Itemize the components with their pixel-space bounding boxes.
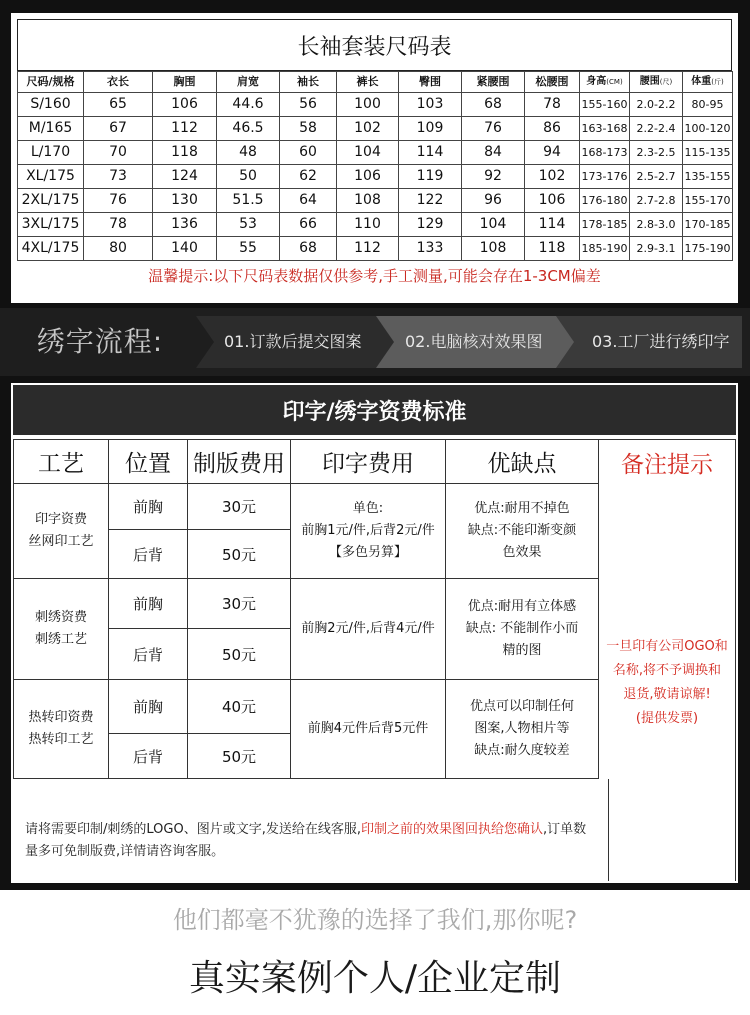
craft-screen-print: 印字资费 丝网印工艺 (13, 484, 109, 579)
fee-standard-title: 印字/绣字资费标准 (13, 385, 736, 435)
fee-notes: 一旦印有公司OGO和 名称,将不予调换和 退货,敬请谅解! (提供发票) (599, 484, 736, 881)
size-cell: S/160 (18, 93, 84, 117)
size-cell: 112 (153, 117, 217, 141)
step-3-arrow (556, 316, 574, 368)
plate-fee: 30元 (188, 484, 291, 530)
size-cell: 53 (217, 213, 280, 237)
size-cell: 176-180 (580, 189, 630, 213)
size-row (18, 141, 733, 165)
size-cell: 92 (462, 165, 525, 189)
size-cell: 118 (153, 141, 217, 165)
size-cell: 106 (525, 189, 580, 213)
size-cell: M/165 (18, 117, 84, 141)
size-cell: L/170 (18, 141, 84, 165)
print-fee-heat-transfer: 前胸4元件后背5元件 (291, 680, 446, 779)
size-cell: 62 (280, 165, 337, 189)
size-cell: 55 (217, 237, 280, 261)
process-step-1: 01.订款后提交图案 (224, 332, 362, 351)
size-cell: 118 (525, 237, 580, 261)
size-cell: 103 (399, 93, 462, 117)
fee-standard-section (0, 376, 750, 890)
fee-bottom-instructions: 请将需要印制/刺绣的LOGO、图片或文字,发送给在线客服,印制之前的效果图回执给您确认,订单数量多可免制版费,详情请咨询客服。 (13, 779, 609, 881)
header-cell: 尺码/规格 (18, 72, 84, 93)
fee-header-craft: 工艺 (13, 439, 109, 484)
fee-header-pros-cons: 优缺点 (446, 439, 599, 484)
fee-header-print-fee: 印字费用 (291, 439, 446, 484)
craft-embroidery: 刺绣资费 刺绣工艺 (13, 579, 109, 680)
fee-standard-panel (11, 383, 738, 883)
size-cell: 133 (399, 237, 462, 261)
fee-header-notes: 备注提示 (599, 439, 736, 484)
size-row (18, 93, 733, 117)
process-step-3: 03.工厂进行绣印字 (592, 332, 730, 351)
size-cell: 108 (337, 189, 399, 213)
size-cell: 110 (337, 213, 399, 237)
size-cell: 122 (399, 189, 462, 213)
position-front: 前胸 (109, 680, 188, 734)
craft-heat-transfer: 热转印资费 热转印工艺 (13, 680, 109, 779)
size-chart-title: 长袖套装尺码表 (17, 19, 732, 71)
size-cell: 60 (280, 141, 337, 165)
size-cell: 65 (84, 93, 153, 117)
size-chart-header-row (18, 72, 733, 93)
size-cell: 102 (525, 165, 580, 189)
size-cell: 48 (217, 141, 280, 165)
size-row (18, 189, 733, 213)
process-step-2: 02.电脑核对效果图 (405, 332, 543, 351)
size-cell: 124 (153, 165, 217, 189)
size-cell: 155-170 (683, 189, 733, 213)
header-cell: 肩宽 (217, 72, 280, 93)
size-cell: 136 (153, 213, 217, 237)
size-cell: 2.7-2.8 (630, 189, 683, 213)
size-cell: 80 (84, 237, 153, 261)
header-cell: 衣长 (84, 72, 153, 93)
size-cell: 78 (84, 213, 153, 237)
tagline-headline: 真实案例个人/企业定制 (188, 958, 562, 999)
plate-fee: 40元 (188, 680, 291, 734)
size-cell: 135-155 (683, 165, 733, 189)
size-cell: 173-176 (580, 165, 630, 189)
size-cell: 96 (462, 189, 525, 213)
step-2-arrow (376, 316, 394, 368)
header-cell: 胸围 (153, 72, 217, 93)
size-cell: 185-190 (580, 237, 630, 261)
size-cell: 2.2-2.4 (630, 117, 683, 141)
size-cell: XL/175 (18, 165, 84, 189)
header-cell-weight: 体重(斤) (683, 72, 733, 93)
size-cell: 44.6 (217, 93, 280, 117)
size-cell: 106 (153, 93, 217, 117)
size-cell: 76 (462, 117, 525, 141)
size-chart-panel (11, 13, 738, 303)
header-cell: 紧腰围 (462, 72, 525, 93)
size-cell: 102 (337, 117, 399, 141)
header-cell: 袖长 (280, 72, 337, 93)
size-cell: 51.5 (217, 189, 280, 213)
size-cell: 140 (153, 237, 217, 261)
fee-header-plate-fee: 制版费用 (188, 439, 291, 484)
plate-fee: 30元 (188, 579, 291, 629)
position-front: 前胸 (109, 579, 188, 629)
print-fee-screen-print: 单色: 前胸1元/件,后背2元/件 【多色另算】 (291, 484, 446, 579)
size-cell: 70 (84, 141, 153, 165)
plate-fee: 50元 (188, 629, 291, 680)
size-cell: 119 (399, 165, 462, 189)
size-cell: 168-173 (580, 141, 630, 165)
size-cell: 109 (399, 117, 462, 141)
size-cell: 2.8-3.0 (630, 213, 683, 237)
size-cell: 100 (337, 93, 399, 117)
size-cell: 155-160 (580, 93, 630, 117)
plate-fee: 50元 (188, 734, 291, 779)
size-row (18, 213, 733, 237)
size-cell: 66 (280, 213, 337, 237)
size-cell: 170-185 (683, 213, 733, 237)
position-back: 后背 (109, 530, 188, 579)
fee-header-position: 位置 (109, 439, 188, 484)
size-cell: 108 (462, 237, 525, 261)
size-chart-section (0, 0, 750, 308)
size-cell: 64 (280, 189, 337, 213)
size-cell: 67 (84, 117, 153, 141)
size-cell: 2.3-2.5 (630, 141, 683, 165)
size-cell: 112 (337, 237, 399, 261)
size-cell: 129 (399, 213, 462, 237)
print-fee-embroidery: 前胸2元/件,后背4元/件 (291, 579, 446, 680)
position-front: 前胸 (109, 484, 188, 530)
header-cell: 臀围 (399, 72, 462, 93)
tagline-question: 他们都毫不犹豫的选择了我们,那你呢? (172, 906, 578, 934)
header-cell: 松腰围 (525, 72, 580, 93)
size-cell: 178-185 (580, 213, 630, 237)
size-cell: 163-168 (580, 117, 630, 141)
size-cell: 104 (337, 141, 399, 165)
size-cell: 46.5 (217, 117, 280, 141)
embroidery-process-banner (0, 308, 750, 376)
size-cell: 2.5-2.7 (630, 165, 683, 189)
size-cell: 3XL/175 (18, 213, 84, 237)
size-cell: 56 (280, 93, 337, 117)
size-cell: 50 (217, 165, 280, 189)
size-row (18, 237, 733, 261)
header-cell-waist: 腰围(尺) (630, 72, 683, 93)
size-cell: 104 (462, 213, 525, 237)
size-cell: 100-120 (683, 117, 733, 141)
pros-cons-screen-print: 优点:耐用不掉色 缺点:不能印渐变颜 色效果 (446, 484, 599, 579)
size-cell: 68 (280, 237, 337, 261)
size-cell: 78 (525, 93, 580, 117)
plate-fee: 50元 (188, 530, 291, 579)
position-back: 后背 (109, 734, 188, 779)
header-cell-height: 身高(CM) (580, 72, 630, 93)
size-cell: 76 (84, 189, 153, 213)
size-cell: 73 (84, 165, 153, 189)
size-row (18, 117, 733, 141)
size-cell: 175-190 (683, 237, 733, 261)
size-cell: 115-135 (683, 141, 733, 165)
size-cell: 94 (525, 141, 580, 165)
step-1-arrow (196, 316, 214, 368)
size-cell: 2.0-2.2 (630, 93, 683, 117)
header-cell: 裤长 (337, 72, 399, 93)
size-cell: 86 (525, 117, 580, 141)
size-cell: 114 (525, 213, 580, 237)
size-cell: 130 (153, 189, 217, 213)
process-title: 绣字流程: (36, 325, 164, 358)
size-cell: 84 (462, 141, 525, 165)
size-cell: 4XL/175 (18, 237, 84, 261)
size-chart-table (17, 71, 733, 261)
size-cell: 58 (280, 117, 337, 141)
size-cell: 68 (462, 93, 525, 117)
size-cell: 114 (399, 141, 462, 165)
size-cell: 106 (337, 165, 399, 189)
size-row (18, 165, 733, 189)
size-cell: 80-95 (683, 93, 733, 117)
pros-cons-embroidery: 优点:耐用有立体感 缺点: 不能制作小而 精的图 (446, 579, 599, 680)
pros-cons-heat-transfer: 优点可以印制任何 图案,人物相片等 缺点:耐久度较差 (446, 680, 599, 779)
size-chart-note: 温馨提示:以下尺码表数据仅供参考,手工测量,可能会存在1-3CM偏差 (148, 267, 601, 285)
size-cell: 2.9-3.1 (630, 237, 683, 261)
position-back: 后背 (109, 629, 188, 680)
size-cell: 2XL/175 (18, 189, 84, 213)
